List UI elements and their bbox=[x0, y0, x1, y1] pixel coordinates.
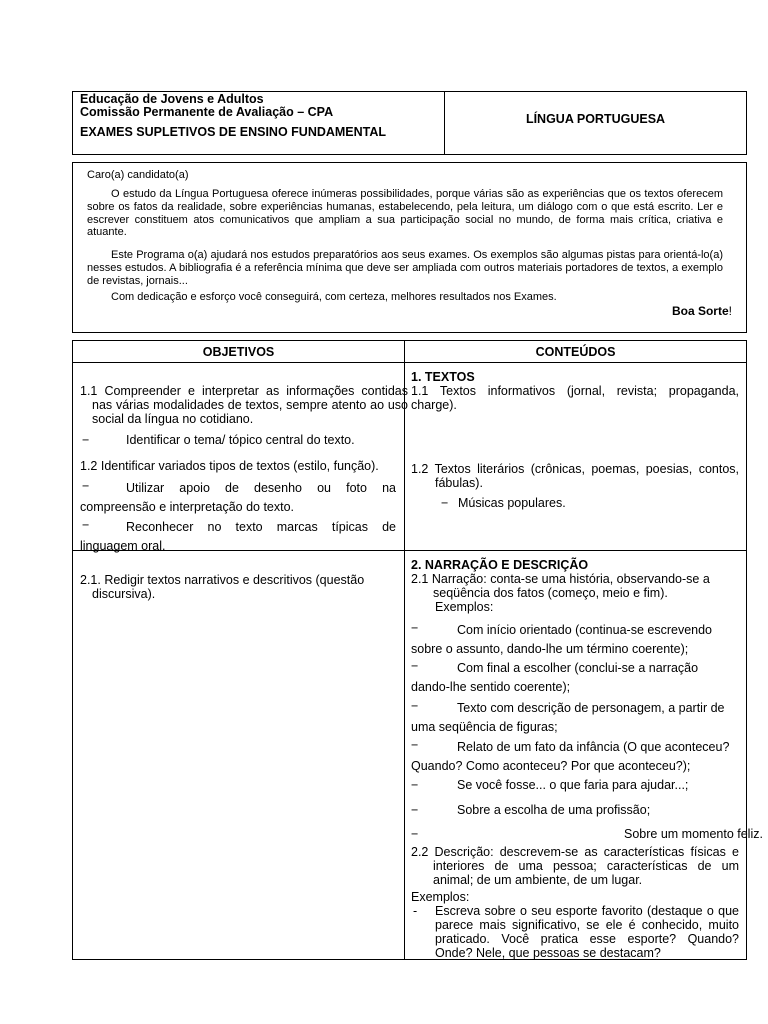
example-d: Relato de um fato da infância (O que aconteceu? Quando? Como aconteceu? Por que aconteceu?); bbox=[411, 740, 730, 773]
header-institution bbox=[73, 92, 445, 154]
dash-marker: − bbox=[441, 496, 449, 510]
signoff-mark: ! bbox=[728, 304, 732, 318]
objective-1-2: 1.2 Identificar variados tipos de textos (estilo, função). bbox=[80, 459, 379, 473]
column-divider bbox=[404, 341, 405, 959]
dash-marker: − bbox=[82, 433, 90, 447]
objective-1-1: 1.1 Compreender e interpretar as informações contidas nas várias modalidades de textos, sempre atento ao uso social da língua no cotidiano. bbox=[80, 384, 408, 426]
subject-title: LÍNGUA PORTUGUESA bbox=[525, 112, 666, 126]
example-e: Se você fosse... o que faria para ajudar...; bbox=[457, 778, 689, 792]
dash-marker: − bbox=[411, 827, 419, 841]
signoff-text: Boa Sorte bbox=[671, 304, 729, 318]
column-header-conteudos: CONTEÚDOS bbox=[535, 345, 616, 359]
content-1-2: 1.2 Textos literários (crônicas, poemas, poesias, contos, fábulas). bbox=[411, 462, 739, 490]
content-1-2-item: Músicas populares. bbox=[458, 496, 566, 510]
intro-greeting: Caro(a) candidato(a) bbox=[87, 169, 189, 181]
intro-paragraph-3: Com dedicação e esforço você conseguirá, com certeza, melhores resultados nos Exames. bbox=[111, 291, 557, 303]
intro-box bbox=[72, 162, 747, 333]
content-2-1: 2.1 Narração: conta-se uma história, observando-se a seqüência dos fatos (começo, meio e fim). bbox=[411, 572, 710, 600]
intro-paragraph-1: O estudo da Língua Portuguesa oferece inúmeras possibilidades, porque várias são as experiências que os textos oferecem sobre os fatos da realidade, sobre experiências humanas, estabelecendo, pela leitura, um diálogo com o que está escrito. Ler e escrever constituem atos comunicativos que ampliam a sua participação social no mundo, de forma mais crítica, criativa e atuante. bbox=[87, 188, 723, 239]
examples-label: Exemplos: bbox=[435, 600, 494, 614]
dash-marker: − bbox=[82, 479, 90, 493]
dash-marker: − bbox=[411, 738, 419, 752]
content-2-title: 2. NARRAÇÃO E DESCRIÇÃO bbox=[411, 558, 589, 572]
intro-signoff bbox=[672, 305, 732, 318]
content-1-1: 1.1 Textos informativos (jornal, revista; propaganda, charge). bbox=[411, 384, 739, 412]
intro-paragraph-2: Este Programa o(a) ajudará nos estudos preparatórios aos seus exames. Os exemplos são algumas pistas para orientá-lo(a) nesses estudos. A bibliografia é a referência mínima que deve ser ampliada com outros materiais portadores de textos, a exemplo de revistas, jornais... bbox=[87, 249, 723, 287]
objective-2-1: 2.1. Redigir textos narrativos e descritivos (questão discursiva). bbox=[80, 573, 365, 601]
example-g: Sobre um momento feliz. bbox=[624, 827, 763, 841]
bullet-marker: - bbox=[413, 904, 418, 918]
example-2-a: Escreva sobre o seu esporte favorito (destaque o que parece mais significativo, se ele é conhecido, muito praticado. Você pratica esse esporte? Quando? Onde? Nele, que pessoas se destacam? bbox=[435, 904, 739, 960]
example-f: Sobre a escolha de uma profissão; bbox=[457, 803, 651, 817]
header-row-divider bbox=[73, 362, 746, 363]
objective-1-2-item-b: Reconhecer no texto marcas típicas de linguagem oral. bbox=[80, 520, 396, 553]
content-table bbox=[72, 340, 763, 960]
dash-marker: − bbox=[411, 699, 419, 713]
header-line-2: Comissão Permanente de Avaliação – CPA bbox=[80, 105, 334, 119]
dash-marker: − bbox=[82, 518, 90, 532]
dash-marker: − bbox=[411, 659, 419, 673]
objective-1-1-item: Identificar o tema/ tópico central do texto. bbox=[126, 433, 355, 447]
example-c: Texto com descrição de personagem, a partir de uma seqüência de figuras; bbox=[411, 701, 725, 734]
content-2-2: 2.2 Descrição: descrevem-se as características físicas e interiores de uma pessoa; características de um animal; de um ambiente, de um lugar. bbox=[411, 845, 739, 887]
header-box bbox=[72, 91, 747, 155]
example-a: Com início orientado (continua-se escrevendo sobre o assunto, dando-lhe um término coerente); bbox=[411, 623, 712, 656]
header-line-3: EXAMES SUPLETIVOS DE ENSINO FUNDAMENTAL bbox=[80, 125, 387, 139]
column-header-objetivos: OBJETIVOS bbox=[202, 345, 275, 359]
content-1-title: 1. TEXTOS bbox=[411, 370, 475, 384]
dash-marker: − bbox=[411, 778, 419, 792]
header-line-1: Educação de Jovens e Adultos bbox=[80, 92, 264, 106]
dash-marker: − bbox=[411, 621, 419, 635]
header-subject-cell bbox=[445, 92, 746, 154]
dash-marker: − bbox=[411, 803, 419, 817]
objective-1-2-item-a: Utilizar apoio de desenho ou foto na compreensão e interpretação do texto. bbox=[80, 481, 396, 514]
examples-label-2: Exemplos: bbox=[411, 890, 470, 904]
example-b: Com final a escolher (conclui-se a narração dando-lhe sentido coerente); bbox=[411, 661, 699, 694]
